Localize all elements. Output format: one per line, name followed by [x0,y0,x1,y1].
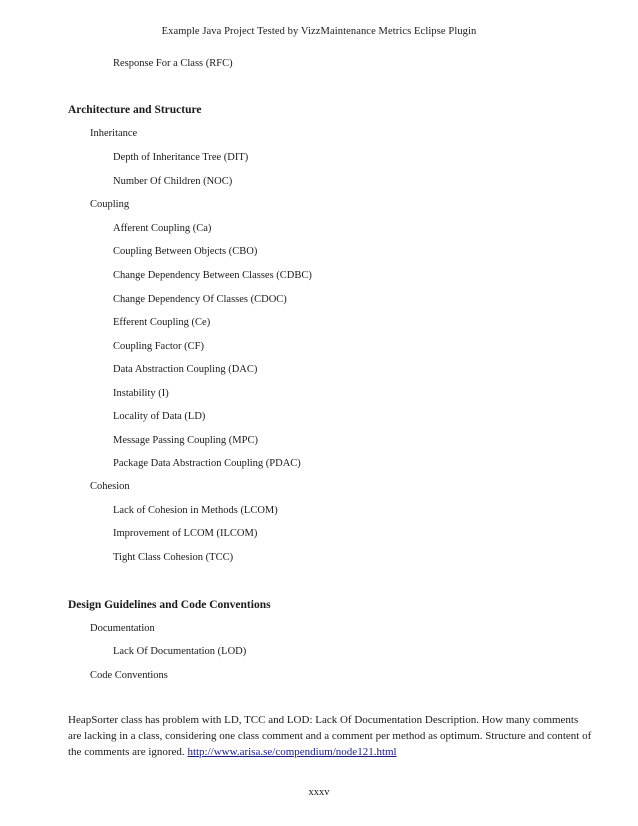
metric-item: Improvement of LCOM (ILCOM) [113,528,258,539]
metric-item: Depth of Inheritance Tree (DIT) [113,152,249,163]
metric-item: Change Dependency Between Classes (CDBC) [113,270,312,281]
metric-item: Lack Of Documentation (LOD) [113,646,247,657]
metric-item: Number Of Children (NOC) [113,176,233,187]
metric-item: Locality of Data (LD) [113,411,206,422]
group-label-documentation: Documentation [90,623,155,634]
group-label-code-conventions: Code Conventions [90,670,168,681]
section-heading-architecture: Architecture and Structure [68,104,202,116]
metric-item: Efferent Coupling (Ce) [113,317,211,328]
paragraph-text: HeapSorter class has problem with LD, TCC and LOD: Lack Of Documentation Description. How many comments are lacking in a class, considering one class comment and a comment per method as optimum. Structure and content of the comments are ignored. [68,714,592,758]
metric-item: Coupling Factor (CF) [113,341,204,352]
compendium-link[interactable]: http://www.arisa.se/compendium/node121.html [187,746,397,758]
group-label-cohesion: Cohesion [90,481,130,492]
page-number: xxxv [308,787,330,798]
metric-item: Coupling Between Objects (CBO) [113,246,258,257]
metric-item: Tight Class Cohesion (TCC) [113,552,234,563]
metric-item: Message Passing Coupling (MPC) [113,435,258,446]
group-label-coupling: Coupling [90,199,130,210]
metric-item: Data Abstraction Coupling (DAC) [113,364,258,375]
section-heading-design-guidelines: Design Guidelines and Code Conventions [68,599,271,611]
metric-item: Instability (I) [113,388,169,399]
metric-item-rfc: Response For a Class (RFC) [113,58,233,69]
metric-item: Lack of Cohesion in Methods (LCOM) [113,505,278,516]
metric-item: Change Dependency Of Classes (CDOC) [113,294,287,305]
description-paragraph [68,712,592,760]
metric-item: Package Data Abstraction Coupling (PDAC) [113,458,301,469]
metric-item: Afferent Coupling (Ca) [113,223,212,234]
page-header: Example Java Project Tested by VizzMaintenance Metrics Eclipse Plugin [161,26,477,37]
group-label-inheritance: Inheritance [90,128,138,139]
